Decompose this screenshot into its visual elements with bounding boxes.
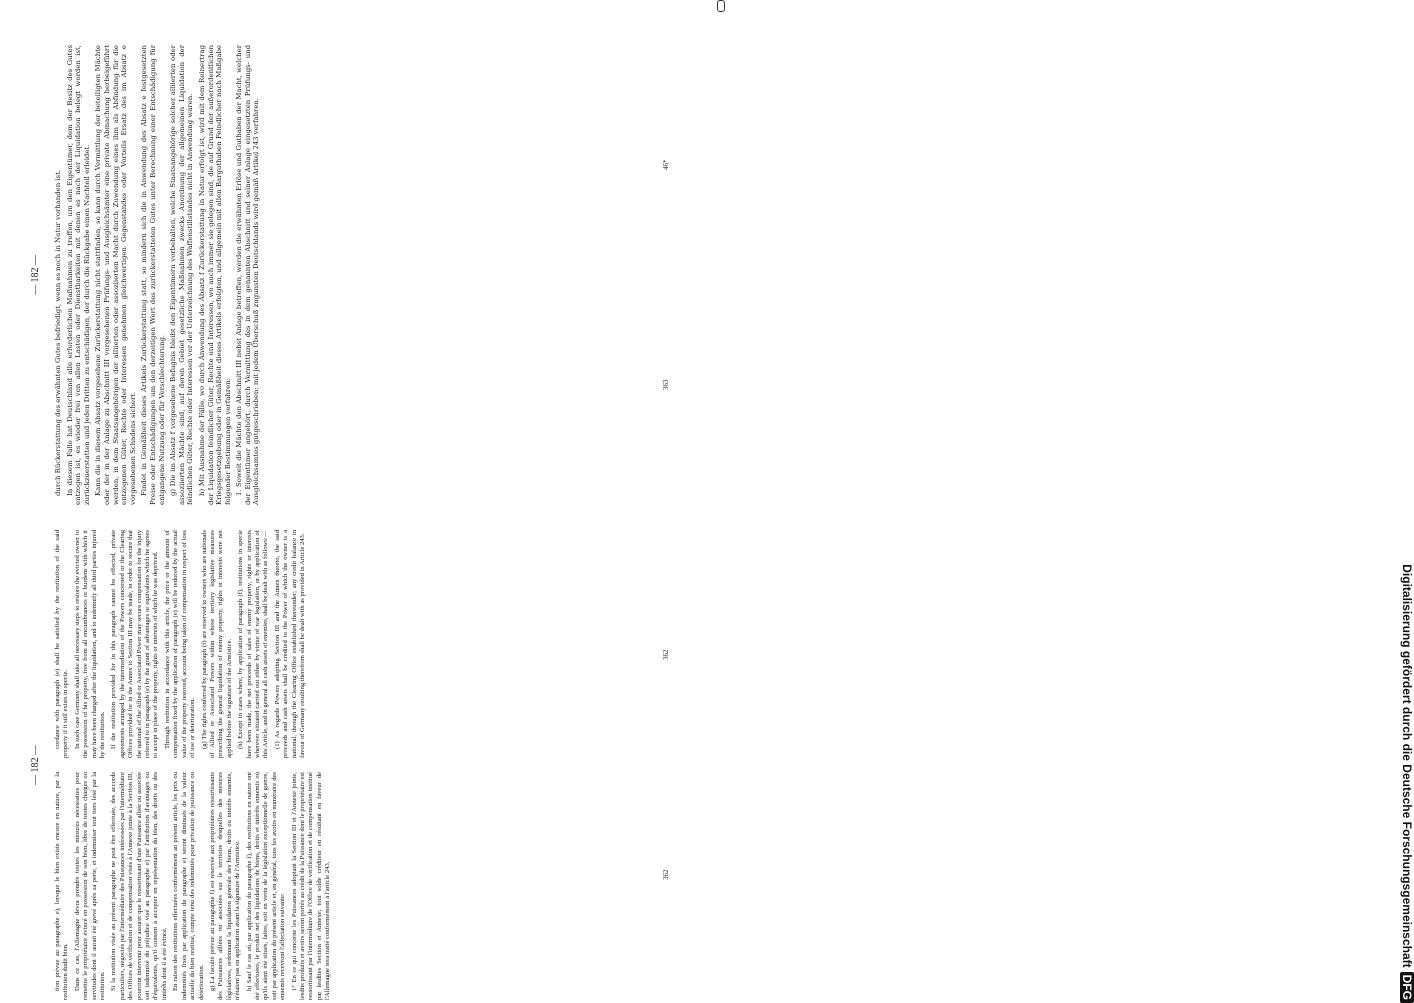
german-paragraph: Findet in Gemäßheit dieses Artikels Zurückerstattung statt, so mindern sich die in Anwendung des Absatz e festgesetzten Preise oder Entschädigungen um den derzeitigen Wert des zurückerstatteten Gutes unter Berechnung einer Entschädigung für entgangene Nutzung oder für Verschlechterung.: [140, 45, 166, 505]
german-paragraph: 1. Soweit die Mächte den Abschnitt III nebst Anlage betreffen, werden die erwähnten Erlöse und Guthaben der Macht, welcher der Eigentümer angehört, durch Vermittlung des in dem genannten Abschnitt und seiner Anlage eingesetzten Prüfungs- und Ausgleichsamtes gutgeschrieben; mit jedem Überschuß zugunsten Deutschlands wird gemäß Artikel 243 verfahren.: [235, 45, 261, 505]
left-page: [0, 530, 700, 1000]
english-paragraph: (1) As regards Powers adopting Section III and the Annex thereto, the said proceeds and cash assets shall be credited to the Power of which the owner is a national, through the Clearing Office established thereunder; any credit balance in favour of Germany resulting therefrom shall be dealt with as provided in Article 243.: [273, 530, 306, 758]
german-column: [54, 45, 640, 505]
right-folio-1: 363: [662, 379, 670, 390]
german-paragraph: g) Die im Absatz f vorgesehene Befugnis bleibt den Eigentümern vorbehalten, welche Staatsangehörige solcher alliierten oder assoziierten Mächte sind, auf deren Gebiet gesetzliche Maßnahmen zwecks Anordnung der allgemeinen Liquidation der feindlichen Güter, Rechte oder Interessen vor der Unterzeichnung des Waffenstillstandes nicht in Anwendung waren.: [169, 45, 195, 505]
french-paragraph: En raison des restitutions effectuées conformément au présent article, les prix ou indemnités fixés par application du paragraphe e) seront diminués de la valeur actuelle du bien restitué, compte tenu des indemnités pour privation de jouissance ou détérioration.: [172, 772, 205, 1000]
french-column: [54, 772, 640, 1000]
dfg-banner: [687, 0, 1414, 1000]
dfg-logo: DFG: [1400, 972, 1414, 1003]
left-columns: [54, 530, 640, 1000]
left-folio-1: 362: [662, 869, 670, 880]
german-paragraph: Kann die in diesem Absatz vorgesehene Zurückerstattung nicht stattfinden, so kann durch Vermittlung der beteiligten Mächte oder der in der Anlage zu Abschnitt III vorgesehenen Prüfungs- und Ausgleichsämter eine private Abmachung herbeigeführt werden, in dem Staatsangehörigen der alliierten oder assoziierten Macht durch Zuwendung eines ihm als Abfindung für die entzogenen Güter, Rechte oder Interessen genehmen gleichwertigen Gegenstandes oder Vorteils Ersatz des im Absatz e vorgesehenen Schadens sichert.: [94, 45, 137, 505]
ring-binder-icon: [717, 0, 725, 12]
left-running-head: — 182 —: [30, 745, 41, 785]
german-paragraph: durch Rückerstattung des erwähnten Gutes befriedigt, wenn es noch in Natur vorhanden ist.: [54, 169, 62, 496]
dfg-banner-text: [1400, 3, 1414, 1003]
right-folio-2: 46*: [662, 159, 670, 170]
english-paragraph: cordance with paragraph (e) shall be satisfied by the restitution of the said property if it still exists in specie.: [54, 530, 70, 758]
right-columns: [54, 45, 640, 505]
french-paragraph: 1° En ce qui concerne les Puissances adoptant la Section III et l'Annexe jointe, lesdits produits et avoirs seront portés au crédit de la Puissance dont le propriétaire est ressortissant par l'intermédiaire de l'Office de vérification et de compensation institué par lesdites Section et Annexe; tout solde créditeur en résultant en faveur de l'Allemagne sera traité conformément à l'article 243.: [290, 772, 332, 1000]
french-paragraph: tion prévue au paragraphe e), lorsque le bien existe encore en nature, par la restitution dudit bien.: [54, 772, 70, 1000]
german-paragraph: h) Mit Ausnahme der Fälle, wo durch Anwendung des Absatz f Zurückerstattung in Natur erfolgt ist, wird mit dem Reinertrag der Liquidation feindlicher Güter, Rechte und Interessen, wo auch immer sie gelegen sind, die auf Grund der außerordentlichen Kriegsgesetzgebung oder in Gemäßheit dieses Artikels erfolgten, und allgemein mit allen Barguthaben Feindlicher nach Maßgabe folgender Bestimmungen verfahren:: [197, 45, 232, 505]
left-folio-2: 362: [662, 649, 670, 660]
german-paragraph: In diesem Falle hat Deutschland alle erforderlichen Maßnahmen zu treffen, um den Eigentümer, dem der Besitz des Gutes entzogen ist, es wieder frei von allen Lasten oder Dienstbarkeiten mit denen es nach der Liquidation belegt worden ist, zurückzuerstatten und jeden Dritten zu entschädigen, der durch die Rückgabe einen Nachteil erleidet.: [65, 45, 91, 505]
right-page: [0, 45, 700, 505]
french-paragraph: h) Sauf le cas où, par application du paragraphe f), des restitutions en nature ont été effectuées, le produit net des liquidations de biens, droits et intérêts ennemis où qu'ils aient été situés, faites, soit en vertu de la législation exceptionnelle de guerre, soit par application du présent article et, en général, tous les avoirs en numéraire des ennemis recevront l'affectation suivante:: [245, 772, 287, 1000]
french-paragraph: Si la restitution visée au présent paragraphe ne peut être effectuée, des accords particuliers, négociés par l'intermédiaire des Puissances intéressées par l'intermédiaire des Offices de vérification et de compensation visés à l'Annexe jointe à la Section III, pourront intervenir pour assurer que le ressortissant d'une Puissance alliée ou associée soit indemnisé du préjudice visé au paragraphe e) par l'attribution d'avantages ou d'équivalents, qu'il consent à accepter en représentation du bien, des droits ou des intérêts dont il a été évincé.: [110, 772, 168, 1000]
english-paragraph: In such case Germany shall take all necessary steps to restore the evicted owner to the possession of his property, free from all encumbrances or burdens with which it may have been charged after the liquidation, and to indemnify all third parties injured by the restitution.: [73, 530, 107, 758]
dfg-banner-label: Digitalisierung gefördert durch die Deutsche Forschungsgemeinschaft: [1400, 564, 1414, 968]
right-running-head: — 182 —: [30, 255, 41, 295]
english-column: [54, 530, 640, 758]
english-paragraph: (h) Except in cases where, by application of paragraph (f), restitutions in specie have been made, the net proceeds of sales of enemy property, rights or interests wherever situated carried out either by virtue of war legislation, or by application of this Article, and in general all cash assets of enemies, shall be dealt with as follows:—: [237, 530, 270, 758]
english-paragraph: If the restitution provided for in this paragraph cannot be effected, private agreements arranged by the intermediation of the Powers concerned or the Clearing Offices provided for in the Annex to Section III may be made, in order to secure that the national of the Allied or Associated Power may secure compensation for the injury referred to in paragraph (e) by the grant of advantages or equivalents which he agrees to accept in place of the property, rights or interests of which he was deprived.: [110, 530, 160, 758]
english-paragraph: (g) The rights conferred by paragraph (f) are reserved to owners who are nationals of Allied or Associated Powers within whose territory legislative measures prescribing the general liquidation of enemy property, rights or interests were not applied before the signature of the Armistice.: [200, 530, 233, 758]
french-paragraph: Dans ce cas, l'Allemagne devra prendre toutes les mesures nécessaires pour remettre le propriétaire évincé en possession de son bien, libre de toutes charges ou servitudes dont il aurait été grevé après sa perte, et indemniser tout tiers lésé par la restitution.: [73, 772, 107, 1000]
english-paragraph: Through restitution in accordance with this article, the price or the amount of compensation fixed by the application of paragraph (e) will be reduced by the actual value of the property restored, account being taken of compensation in respect of loss of use or deterioration.: [163, 530, 197, 758]
french-paragraph: g) La faculté prévue au paragraphe f) est réservée aux propriétaires ressortissants des Puissances alliées ou associées sur le territoire desquelles des mesures législatives, ordonnant la liquidation générale des biens, droits ou intérêts ennemis, n'étaient pas en application avant la signature de l'Armistice.: [208, 772, 242, 1000]
